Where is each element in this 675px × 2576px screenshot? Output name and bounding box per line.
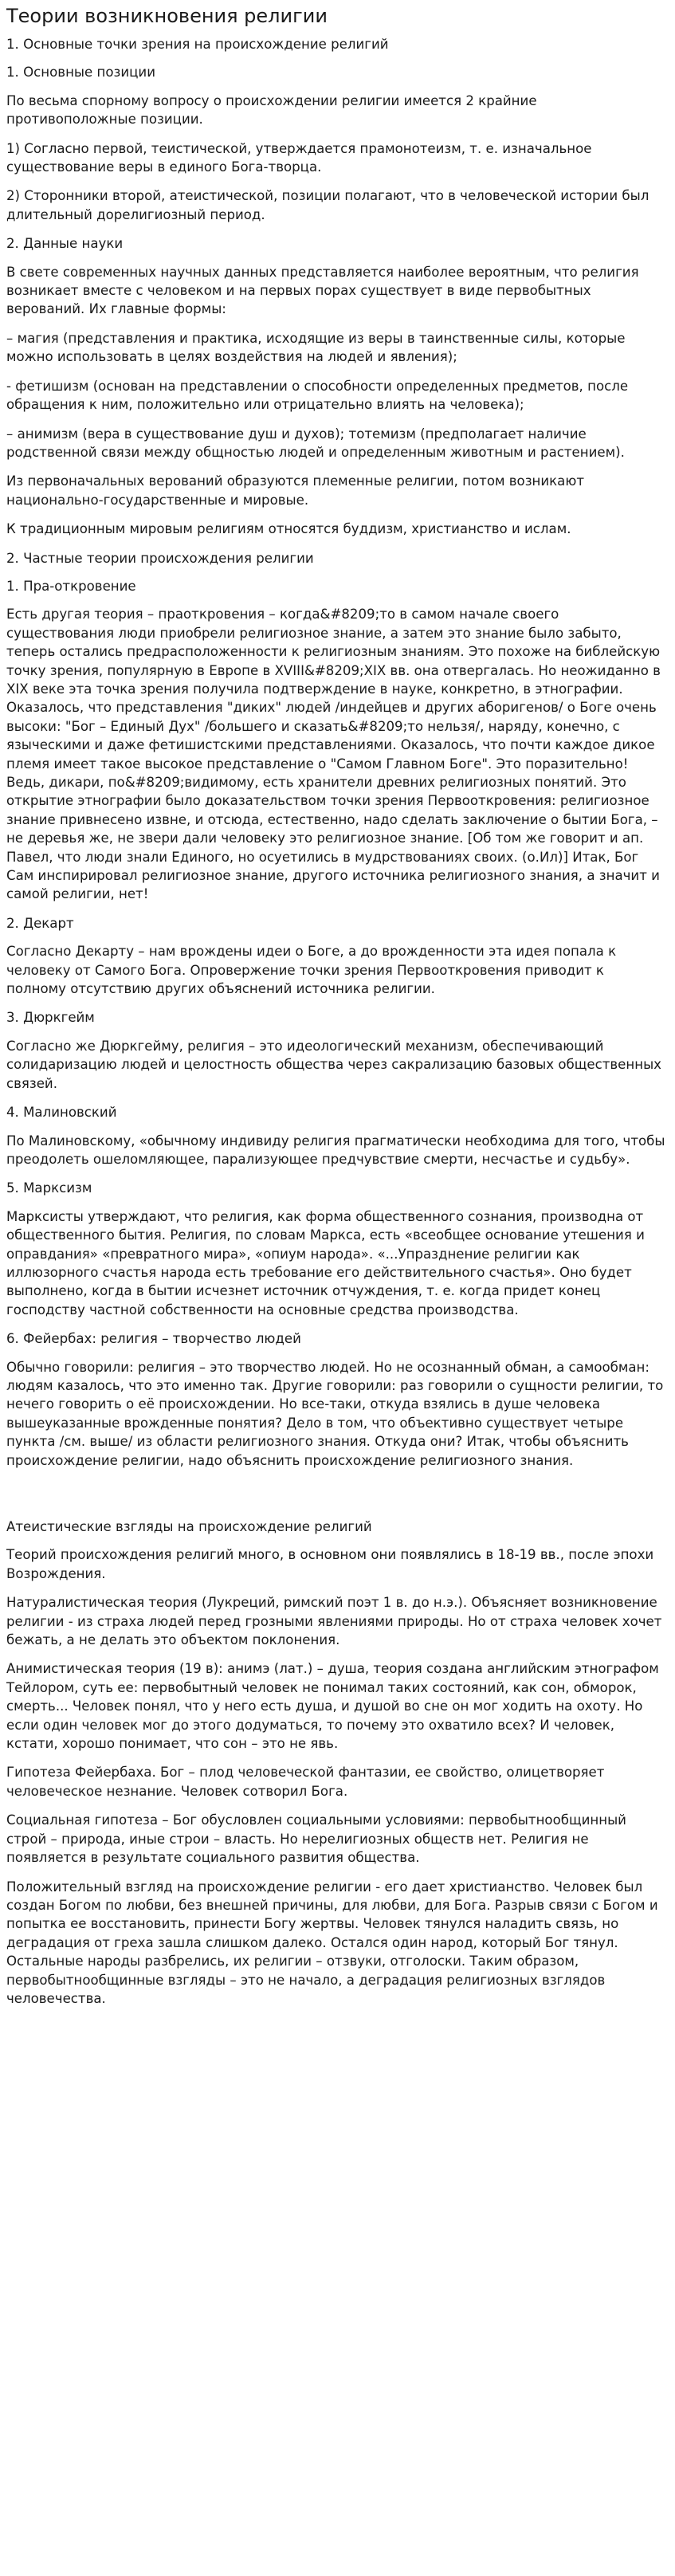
section-heading: 1. Пра-откровение	[6, 578, 136, 594]
paragraph: - фетишизм (основан на представлении о способности определенных предметов, после обращения к ним, положительно или отрицательно влиять на человека);	[6, 378, 629, 413]
page-title: Теории возникновения религии	[6, 5, 328, 27]
section-heading: 6. Фейербах: религия – творчество людей	[6, 1331, 301, 1347]
section-heading: 1. Основные позиции	[6, 65, 155, 80]
section-heading: 2. Декарт	[6, 915, 74, 931]
paragraph: По весьма спорному вопросу о происхождении религии имеется 2 крайние противоположные позиции.	[6, 92, 537, 128]
paragraph: Марксисты утверждают, что религия, как форма общественного сознания, производна от общественного бытия. Религия, по словам Маркса, есть «всеобщее основание утешения и оправдания» «превратного мира», «опиум народа». «...Упразднение религии как иллюзорного счастья народа есть требование его действительного счастья». Оно будет выполнено, когда в бытии исчезнет источник отчуждения, т. е. когда придет конец господству частной собственности на основные средства производства.	[6, 1208, 645, 1317]
section-heading: 3. Дюркгейм	[6, 1010, 95, 1026]
document-body	[6, 35, 667, 2008]
paragraph: По Малиновскому, «обычному индивиду религия прагматически необходима для того, чтобы преодолеть ошеломляющее, парализующее предчувствие смерти, несчастье и судьбу».	[6, 1133, 665, 1167]
paragraph: Гипотеза Фейербаха. Бог – плод человеческой фантазии, ее свойство, олицетворяет человеческое незнание. Человек сотворил Бога.	[6, 1765, 605, 1799]
paragraph: 1) Согласно первой, теистической, утверждается прамонотеизм, т. е. изначальное существование веры в единого Бога-творца.	[6, 140, 592, 175]
paragraph: Согласно же Дюркгейму, религия – это идеологический механизм, обеспечивающий солидаризацию людей и целостность общества через сакрализацию базовых общественных связей.	[6, 1038, 661, 1091]
paragraph: 2) Сторонники второй, атеистической, позиции полагают, что в человеческой истории был длительный дорелигиозный период.	[6, 188, 649, 222]
paragraph: Согласно Декарту – нам врождены идеи о Боге, а до врожденности эта идея попала к человеку от Самого Бога. Опровержение точки зрения Первооткровения приводит к полному отсутствию других объяснений источника религии.	[6, 944, 617, 997]
paragraph: Обычно говорили: религия – это творчество людей. Но не осознанный обман, а самообман: людям казалось, что это именно так. Другие говорили: раз говорили о сущности религии, то нечего говорить о её происхождении. Но все-таки, откуда взялись в душе человека вышеуказанные врожденные понятия? Дело в том, что объективно существует четыре пункта /см. выше/ из области религиозного знания. Откуда они? Итак, чтобы объяснить происхождение религии, надо объяснить происхождение религиозного знания.	[6, 1359, 664, 1468]
paragraph: – магия (представления и практика, исходящие из веры в таинственные силы, которые можно использовать в целях воздействия на людей и явления);	[6, 330, 626, 365]
paragraph: Анимистическая теория (19 в): анимэ (лат.) – душа, теория создана английским этнографом Тейлором, суть ее: первобытный человек не понимал таких состояний, как сон, обморок, смерть... Человек понял, что у него есть душа, и душой во сне он мог ходить на охоту. Но если один человек мог до этого додуматься, то почему это охватило всех? И человек, кстати, хорошо понимает, что сон – это не явь.	[6, 1661, 659, 1752]
section-heading: 4. Малиновский	[6, 1105, 117, 1121]
section-heading: 2. Данные науки	[6, 236, 124, 252]
paragraph: Положительный взгляд на происхождение религии - его дает христианство. Человек был создан Богом по любви, без внешней причины, для любви, для Бога. Разрыв связи с Богом и попытка ее восстановить, принести Богу жертвы. Человек тянулся наладить связь, но деградация от греха зашла слишком далеко. Остался один народ, который Бог тянул. Остальные народы разбрелись, их религии – отзвуки, отголоски. Таким образом, первобытнообщинные взгляды – это не начало, а деградация религиозных взглядов человечества.	[6, 1879, 658, 2006]
section-heading: 2. Частные теории происхождения религии	[6, 550, 314, 566]
paragraph: Есть другая теория – праоткровения – когда&#8209;то в самом начале своего существования люди приобрели религиозное знание, а затем это знание было забыто, теперь остались предрасположенности к религиозным знаниям. Это похоже на библейскую точку зрения, популярную в Европе в XVIII&#8209;XIX вв. она отвергалась. Но неожиданно в XIX веке эта точка зрения получила подтверждение в науке, конкретно, в этнографии. Оказалось, что представления "диких" людей /индейцев и других аборигенов/ о Боге очень высоки: "Бог – Единый Дух" /большего и сказать&#8209;то нельзя/, наряду, конечно, с языческими и даже фетишистскими представлениями. Оказалось, что почти каждое дикое племя имеет такое высокое представление о "Самом Главном Боге". Это поразительно! Ведь, дикари, по&#8209;видимому, есть хранители древних религиозных понятий. Это открытие этнографии было доказательством точки зрения Первооткровения: религиозное знание привнесено извне, и отсюда, естественно, надо сделать заключение о бытии Бога, – не деревья же, не звери дали человеку это религиозное знание. [Об том же говорит и ап. Павел, что люди знали Единого, но осуетились в мудрствованиях своих. (о.Ил)] Итак, Бог Сам инспирировал религиозное знание, другого источника религиозного знания, а значит и самой религии, нет!	[6, 607, 661, 902]
section-heading: 5. Марксизм	[6, 1180, 92, 1196]
paragraph: Из первоначальных верований образуются племенные религии, потом возникают национально-государственные и мировые.	[6, 473, 584, 508]
paragraph: В свете современных научных данных представляется наиболее вероятным, что религия возникает вместе с человеком и на первых порах существует в виде первобытных верований. Их главные формы:	[6, 264, 639, 317]
section-heading: Атеистические взгляды на происхождение религий	[6, 1519, 372, 1534]
section-heading: 1. Основные точки зрения на происхождение религий	[6, 37, 389, 52]
paragraph: Социальная гипотеза – Бог обусловлен социальными условиями: первобытнообщинный строй – природа, иные строи – власть. Но нерелигиозных обществ нет. Религия не появляется в результате социального развития общества.	[6, 1812, 626, 1866]
paragraph: К традиционным мировым религиям относятся буддизм, христианство и ислам.	[6, 521, 571, 537]
paragraph: Теорий происхождения религий много, в основном они появлялись в 18-19 вв., после эпохи Возрождения.	[6, 1547, 654, 1581]
paragraph: Натуралистическая теория (Лукреций, римский поэт 1 в. до н.э.). Объясняет возникновение религии - из страха людей перед грозными явлениями природы. Но от страха человек хочет бежать, а не делать это объектом поклонения.	[6, 1595, 662, 1648]
paragraph: – анимизм (вера в существование душ и духов); тотемизм (предполагает наличие родственной связи между общностью людей и определенным животным и растением).	[6, 426, 625, 460]
